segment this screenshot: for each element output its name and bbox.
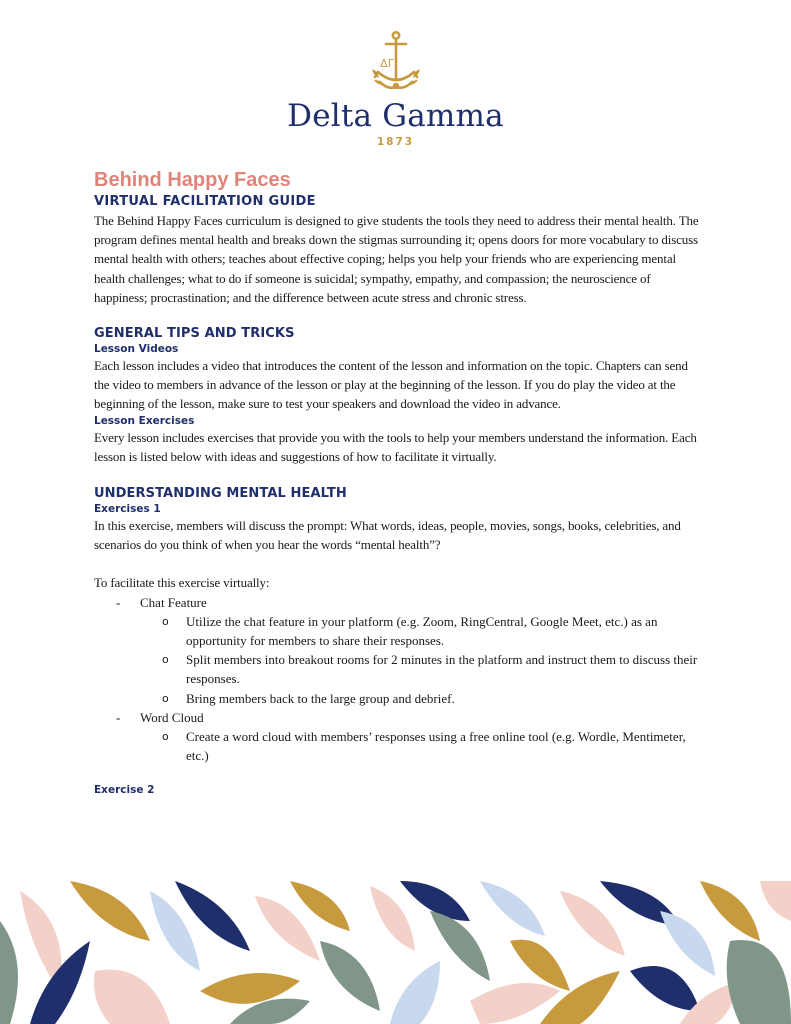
lesson-videos-heading: Lesson Videos xyxy=(94,343,179,356)
understanding-heading: UNDERSTANDING MENTAL HEALTH xyxy=(94,486,347,502)
facilitation-list xyxy=(94,593,704,766)
lesson-videos-text: Each lesson includes a video that introduces the content of the lesson and information on the topic. Chapters can send the video to members in advance of the lesson or play at the beginning of the lesson. If you do play the video at the beginning of the lesson, make sure to test your speakers and download the video in advance. xyxy=(94,358,688,412)
sub-list-container xyxy=(94,612,704,708)
circle-bullet: o xyxy=(162,691,169,705)
sub-list xyxy=(94,727,704,765)
sub-list-item xyxy=(94,650,704,688)
circle-bullet: o xyxy=(162,614,169,628)
crest-letter-delta: ΔΓ xyxy=(379,57,394,70)
dash-bullet: - xyxy=(116,709,121,725)
logo xyxy=(0,30,791,148)
general-tips-heading: GENERAL TIPS AND TRICKS xyxy=(94,326,295,342)
circle-bullet: o xyxy=(162,730,169,744)
exercise-2-heading: Exercise 2 xyxy=(94,784,155,797)
document-body xyxy=(94,168,704,797)
dash-bullet: - xyxy=(116,594,121,610)
document-title: Behind Happy Faces xyxy=(94,169,291,191)
lesson-exercises-heading: Lesson Exercises xyxy=(94,414,195,427)
list-item xyxy=(94,593,704,612)
sub-list-item xyxy=(94,727,704,765)
sub-list-container xyxy=(94,727,704,765)
facilitate-intro: To facilitate this exercise virtually: xyxy=(94,575,270,591)
circle-bullet: o xyxy=(162,653,169,667)
anchor-crest-icon xyxy=(366,30,426,96)
intro-paragraph: The Behind Happy Faces curriculum is designed to give students the tools they need to address their mental health. The program defines mental health and breaks down the stigmas surrounding it; opens doors for more vocabulary to discuss mental health with others; teaches about effective coping; helps you help your friends who are experiencing mental health challenges; what to do if someone is suicidal; sympathy, empathy, and compassion; the neuroscience of happiness; procrastination; and the difference between acute stress and chronic stress. xyxy=(94,213,699,305)
leaf-pattern-decoration xyxy=(0,881,791,1024)
sub-list-item-text: Create a word cloud with members’ responses using a free online tool (e.g. Wordle, Mentimeter, etc.) xyxy=(186,729,686,764)
sub-list-item xyxy=(94,612,704,650)
list-item-label: Word Cloud xyxy=(140,709,204,725)
logo-year: 1873 xyxy=(376,136,415,148)
list-item xyxy=(94,708,704,727)
sub-list-item-text: Split members into breakout rooms for 2 minutes in the platform and instruct them to discuss their responses. xyxy=(186,652,698,687)
sub-list-item-text: Utilize the chat feature in your platform (e.g. Zoom, RingCentral, Google Meet, etc.) as an opportunity for members to share their responses. xyxy=(186,613,658,649)
lesson-exercises-text: Every lesson includes exercises that provide you with the tools to help your members understand the information. Each lesson is listed below with ideas and suggestions of how to facilitate it virtually. xyxy=(94,429,697,464)
exercise-1-text: In this exercise, members will discuss the prompt: What words, ideas, people, movies, songs, books, celebrities, and scenarios do you think of when you hear the words “mental health”? xyxy=(94,518,681,553)
exercise-1-heading: Exercises 1 xyxy=(94,503,161,516)
sub-list xyxy=(94,612,704,708)
sub-list-item xyxy=(94,689,704,708)
list-item-label: Chat Feature xyxy=(140,594,207,610)
logo-name: Delta Gamma xyxy=(287,98,504,134)
document-subtitle: VIRTUAL FACILITATION GUIDE xyxy=(94,194,316,209)
sub-list-item-text: Bring members back to the large group and debrief. xyxy=(186,690,455,706)
